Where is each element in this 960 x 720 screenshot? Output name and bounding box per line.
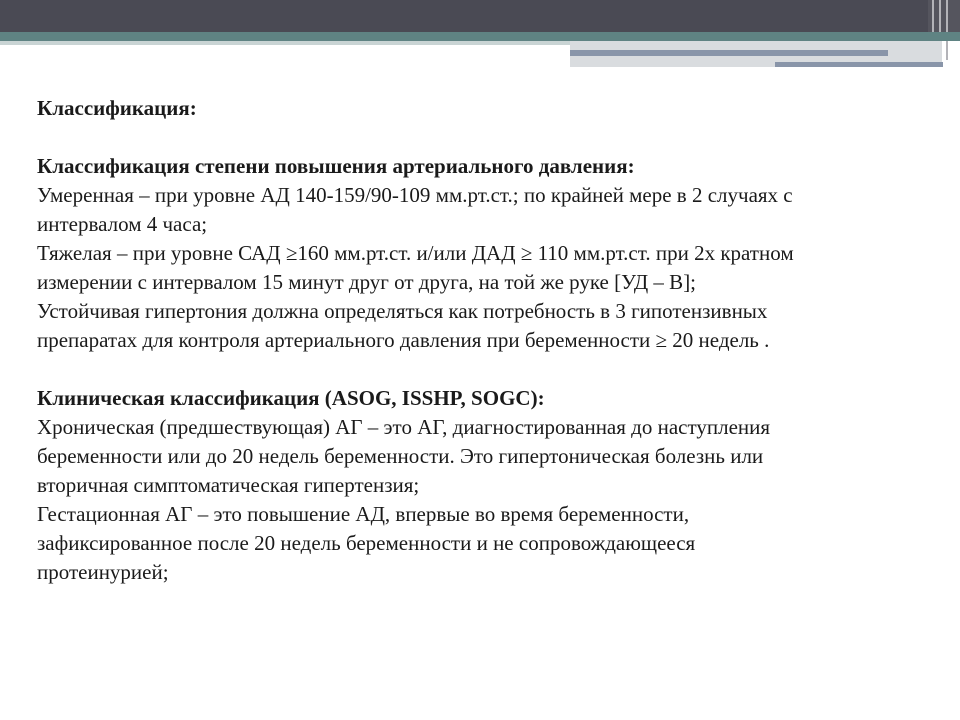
section2-line: Гестационная АГ – это повышение АД, впервые во время беременности, (37, 502, 690, 526)
header-accent-bar (570, 50, 888, 56)
header-corner-line (946, 0, 948, 60)
spacer (37, 355, 917, 384)
slide-body (37, 94, 917, 587)
section2-line: беременности или до 20 недель беременности. Это гипертоническая болезнь или (37, 444, 764, 468)
section2-line: зафиксированное после 20 недель беременности и не сопровождающееся (37, 531, 696, 555)
header-light-strip (0, 41, 570, 45)
header-teal-band (0, 32, 960, 41)
section1-line: препаратах для контроля артериального давления при беременности ≥ 20 недель . (37, 328, 770, 352)
section1-line: интервалом 4 часа; (37, 212, 208, 236)
section2-title: Клиническая классификация (ASOG, ISSHP, SOGC): (37, 386, 545, 410)
section2-line: протеинурией; (37, 560, 169, 584)
section1-line: Устойчивая гипертония должна определяться как потребность в 3 гипотензивных (37, 299, 768, 323)
section1-line: измерении с интервалом 15 минут друг от друга, на той же руке [УД – В]; (37, 270, 697, 294)
section1-line: Тяжелая – при уровне САД ≥160 мм.рт.ст. и/или ДАД ≥ 110 мм.рт.ст. при 2х кратном (37, 241, 794, 265)
slide-heading: Классификация: (37, 96, 197, 120)
header-accent-bar (775, 62, 943, 67)
section1-line: Умеренная – при уровне АД 140-159/90-109 мм.рт.ст.; по крайней мере в 2 случаях с (37, 183, 793, 207)
section2-line: вторичная симптоматическая гипертензия; (37, 473, 420, 497)
header-dark-band (0, 0, 960, 32)
section1-title: Классификация степени повышения артериального давления: (37, 154, 635, 178)
spacer (37, 123, 917, 152)
section2-line: Хроническая (предшествующая) АГ – это АГ, диагностированная до наступления (37, 415, 771, 439)
